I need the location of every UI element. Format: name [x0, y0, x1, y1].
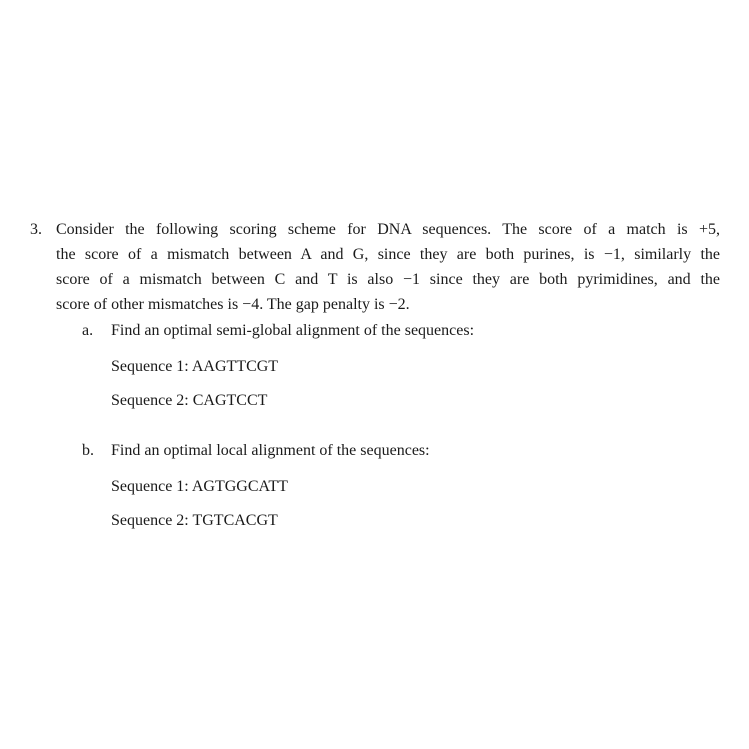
sequence-2: Sequence 2: TGTCACGT [111, 512, 278, 529]
sequence-2: Sequence 2: CAGTCCT [111, 392, 268, 409]
part-prompt: Find an optimal local alignment of the sequences: [111, 442, 430, 459]
part-letter: b. [82, 442, 94, 459]
question-line: score of a mismatch between C and T is also −1 since they are both pyrimidines, and the [56, 271, 720, 288]
question-line: score of other mismatches is −4. The gap penalty is −2. [56, 296, 410, 313]
part-prompt: Find an optimal semi-global alignment of the sequences: [111, 322, 475, 339]
question-3 [30, 217, 720, 317]
sequence-1: Sequence 1: AGTGGCATT [111, 478, 288, 495]
part-letter: a. [82, 322, 94, 339]
question-text [56, 217, 720, 317]
sequence-1: Sequence 1: AAGTTCGT [111, 358, 279, 375]
question-number: 3. [30, 221, 42, 238]
question-line: the score of a mismatch between A and G, since they are both purines, is −1, similarly the [56, 246, 720, 263]
question-line: Consider the following scoring scheme for DNA sequences. The score of a match is +5, [56, 221, 720, 238]
